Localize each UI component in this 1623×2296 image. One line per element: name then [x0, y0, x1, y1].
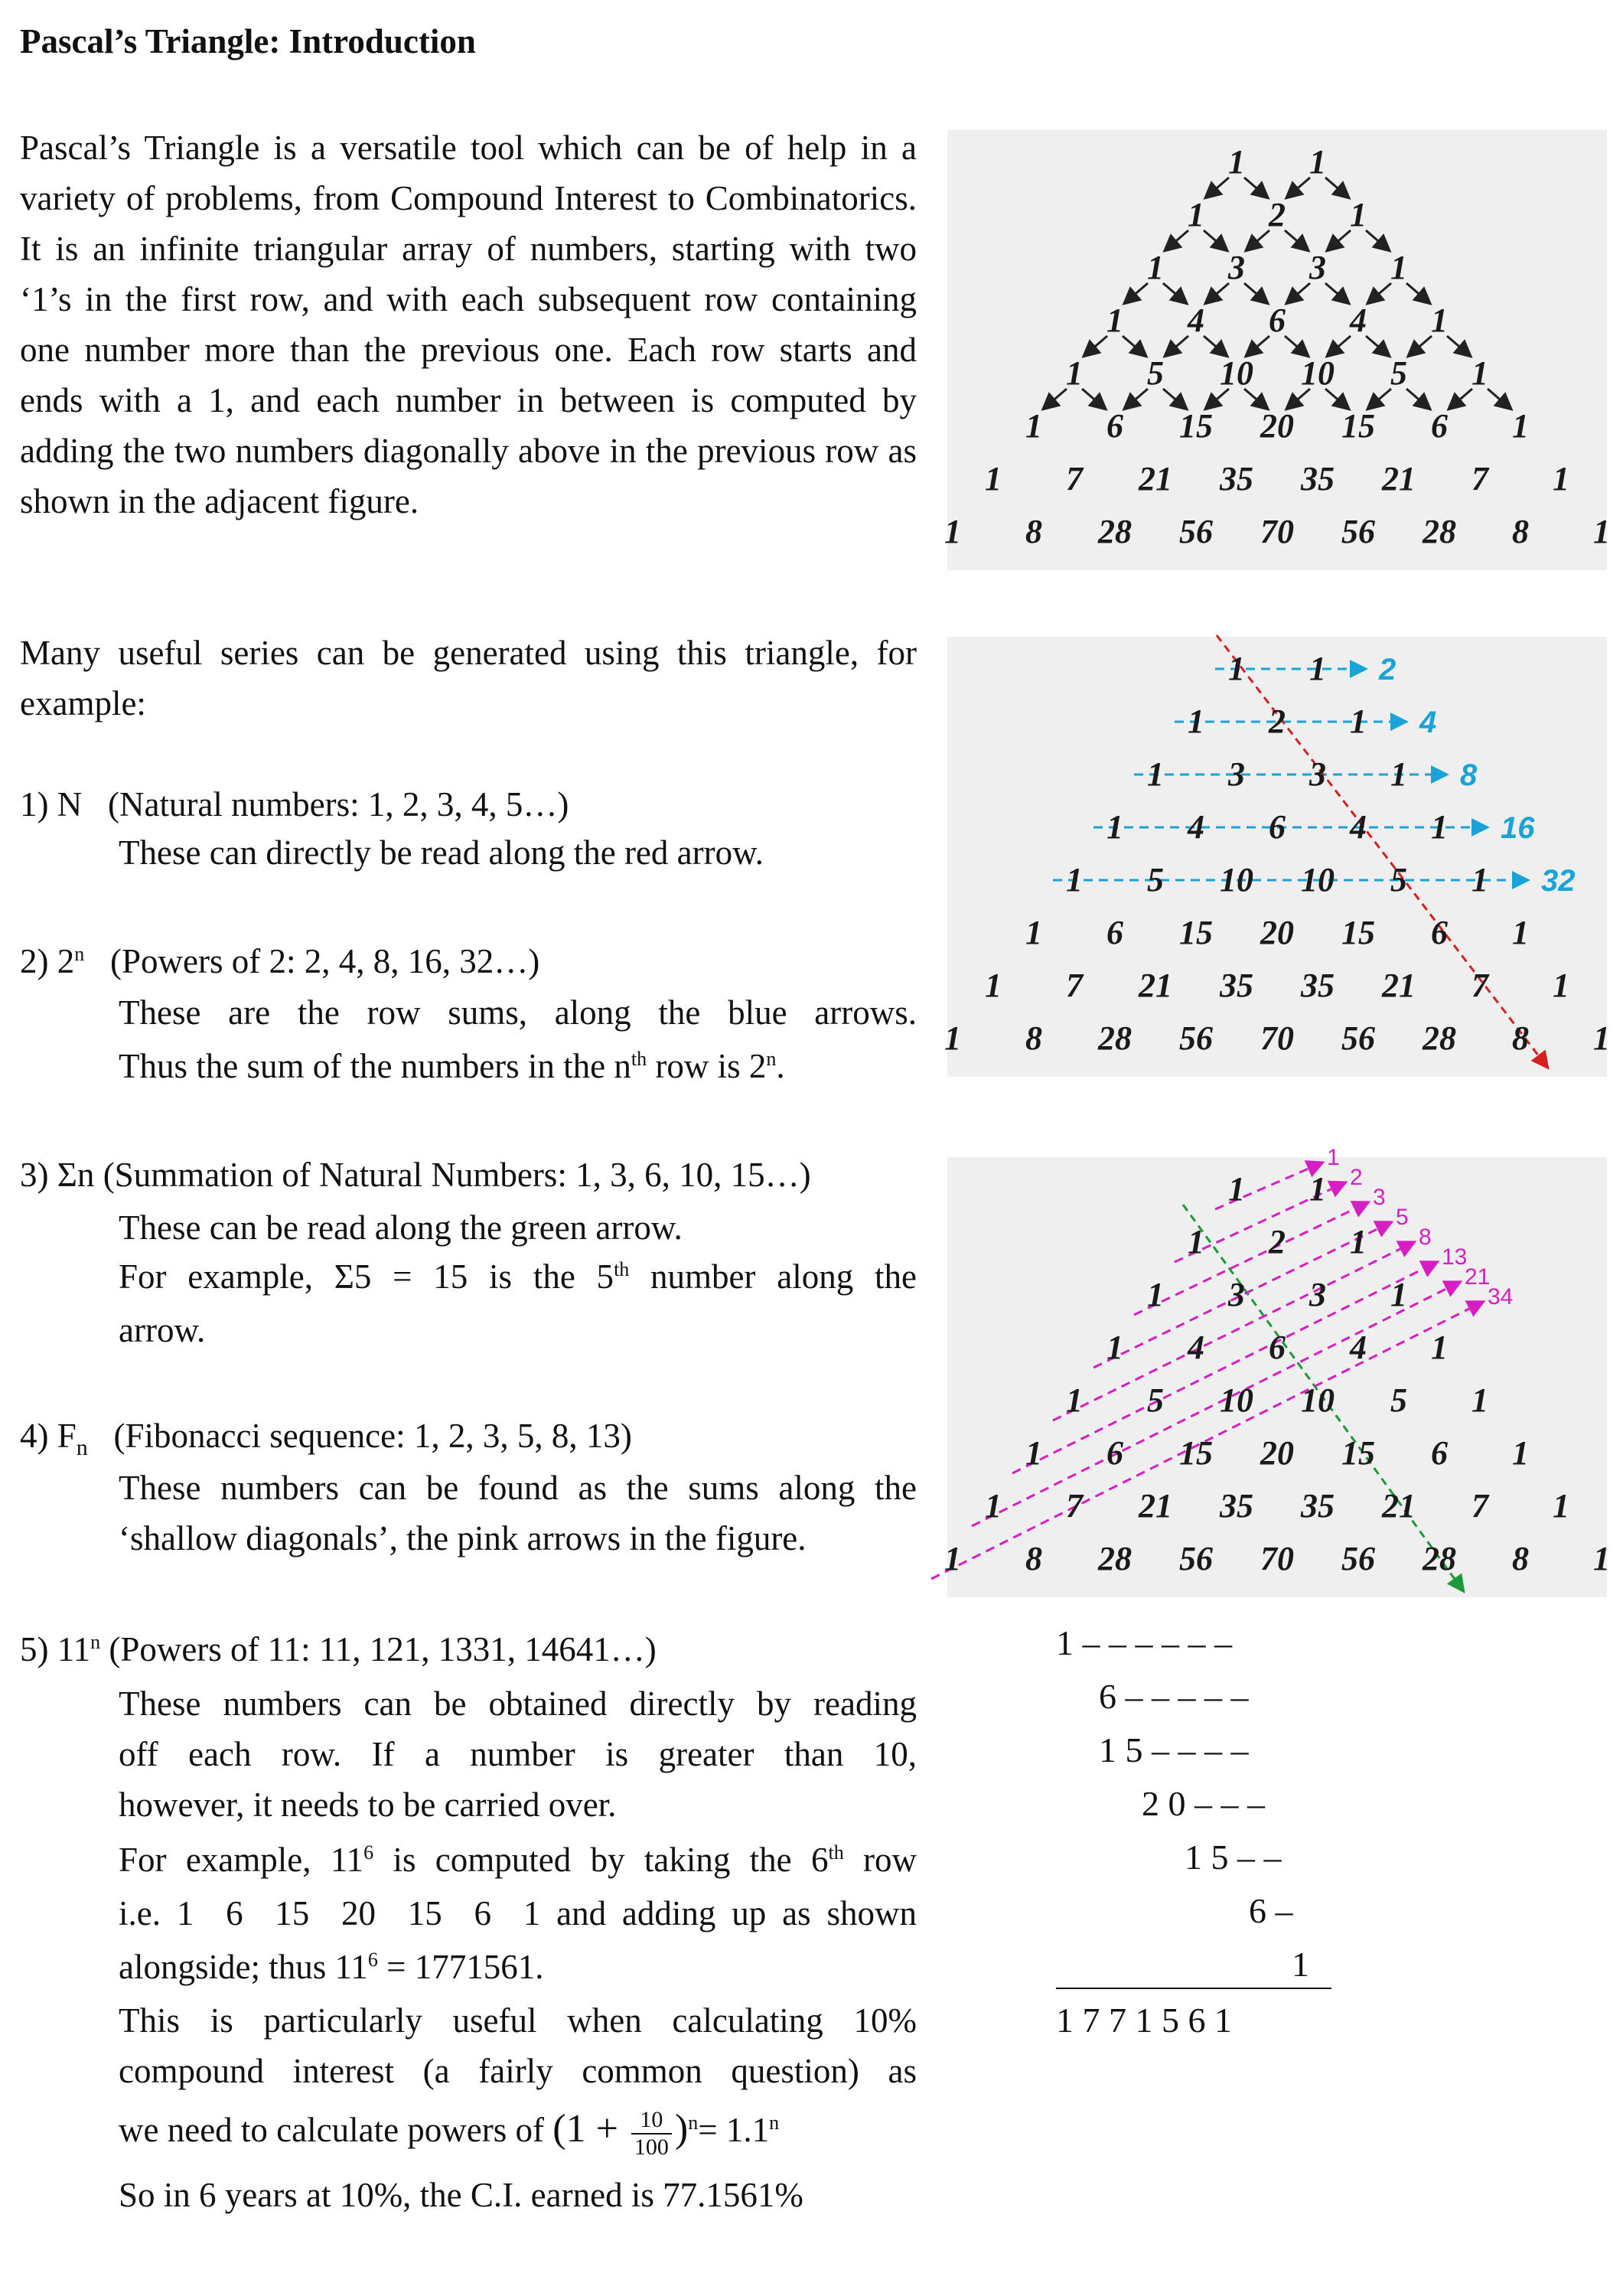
p2-r5-n5: 6 — [1431, 914, 1448, 951]
p1-r7-n5: 56 — [1341, 513, 1375, 550]
row-sum-label: 2 — [1379, 653, 1396, 687]
p1-r7-n2: 28 — [1098, 513, 1132, 550]
p3-r4-n4: 5 — [1390, 1381, 1407, 1419]
p3-r7-n7: 8 — [1512, 1540, 1529, 1577]
p3-r0-n0: 1 — [1228, 1170, 1245, 1208]
addition-line: 6 – — [1249, 1891, 1293, 1930]
p1-r5-n4: 15 — [1341, 407, 1375, 445]
p1-r6-n5: 21 — [1382, 460, 1416, 497]
p1-r5-n3: 20 — [1260, 407, 1294, 445]
item-natural-body: These can directly be read along the red arrow. — [119, 833, 764, 872]
p3-r0-n1: 1 — [1309, 1170, 1326, 1208]
item-powers11-line7: This is particularly useful when calculating 10% — [119, 2001, 917, 2040]
item-natural-heading: 1) N (Natural numbers: 1, 2, 3, 4, 5…) — [20, 785, 569, 823]
arrow-down-left — [1085, 336, 1107, 355]
item-powers11-line3: however, it needs to be carried over. — [119, 1786, 617, 1824]
p1-r7-n8: 1 — [1593, 513, 1610, 550]
p3-r7-n0: 1 — [944, 1540, 961, 1577]
arrow-down-left — [1126, 283, 1148, 302]
p3-r7-n4: 70 — [1260, 1540, 1294, 1577]
row-sum-label: 4 — [1419, 706, 1437, 739]
arrow-down-left — [1166, 230, 1188, 249]
p2-r4-n2: 10 — [1220, 861, 1253, 899]
p2-r3-n2: 6 — [1269, 808, 1286, 846]
item-summation-line2: For example, Σ5 = 15 is the 5th number along the — [119, 1257, 917, 1296]
p2-r0-n1: 1 — [1309, 650, 1326, 687]
addition-line: 6 – – – – – — [1099, 1677, 1249, 1716]
arrow-down-right — [1406, 389, 1429, 408]
p2-r2-n2: 3 — [1309, 755, 1326, 793]
p1-r4-n2: 10 — [1220, 354, 1253, 392]
arrow-down-right — [1082, 389, 1104, 408]
p3-r3-n3: 4 — [1350, 1329, 1367, 1366]
p2-r5-n4: 15 — [1341, 914, 1375, 951]
arrow-down-right — [1366, 336, 1388, 355]
arrow-down-right — [1163, 283, 1185, 302]
p2-r1-n1: 2 — [1269, 703, 1286, 740]
item-powers11-line1: These numbers can be obtained directly by reading — [119, 1684, 917, 1723]
powers-of-11-addition — [1056, 1615, 1377, 2043]
arrow-down-right — [1406, 283, 1429, 302]
p3-r2-n3: 1 — [1390, 1276, 1407, 1313]
p3-r5-n6: 1 — [1512, 1434, 1529, 1472]
arrow-down-left — [1247, 230, 1269, 249]
p2-r5-n3: 20 — [1260, 914, 1294, 951]
p1-r4-n1: 5 — [1147, 354, 1164, 392]
page-title: Pascal’s Triangle: Introduction — [20, 22, 476, 60]
item-powers11-line4: For example, $11^6$ is computed by taking the 6th row — [119, 1841, 917, 1879]
item-powers11-line10: So in 6 years at 10%, the C.I. earned is 77.1561% — [119, 2176, 803, 2214]
p2-r4-n4: 5 — [1390, 861, 1407, 899]
item-powers11-line5: i.e. 1 6 15 20 15 6 1 and adding up as shown — [119, 1894, 917, 1932]
p2-r3-n3: 4 — [1350, 808, 1367, 846]
p3-r3-n2: 6 — [1269, 1329, 1286, 1366]
pink-shallow-diagonal-arrow — [1134, 1203, 1367, 1315]
p3-r6-n6: 7 — [1471, 1487, 1488, 1525]
p2-r7-n2: 28 — [1098, 1019, 1132, 1057]
p1-r3-n0: 1 — [1106, 302, 1123, 339]
p3-r6-n1: 7 — [1066, 1487, 1083, 1525]
p1-r3-n4: 1 — [1431, 302, 1448, 339]
p1-r2-n0: 1 — [1147, 249, 1164, 286]
p1-r6-n0: 1 — [985, 460, 1002, 497]
p2-r2-n3: 1 — [1390, 755, 1407, 793]
arrow-down-right — [1204, 336, 1226, 355]
triangle-figure-basic — [944, 130, 1610, 570]
p2-r3-n4: 1 — [1431, 808, 1448, 846]
p3-r5-n5: 6 — [1431, 1434, 1448, 1472]
p3-r6-n2: 21 — [1139, 1487, 1172, 1525]
p1-r0-n1: 1 — [1309, 143, 1326, 181]
arrow-down-left — [1247, 336, 1269, 355]
p1-r7-n1: 8 — [1025, 513, 1042, 550]
fibonacci-label: 3 — [1373, 1185, 1386, 1210]
item-powers11-line2: off each row. If a number is greater than 10, — [119, 1735, 917, 1773]
triangle-figure-row-sums — [944, 637, 1610, 1077]
p3-r4-n2: 10 — [1220, 1381, 1253, 1419]
series-intro: Many useful series can be generated using this triangle, for example: — [20, 634, 917, 722]
p1-r7-n0: 1 — [944, 513, 961, 550]
p1-r3-n3: 4 — [1350, 302, 1367, 339]
p2-r7-n0: 1 — [944, 1019, 961, 1057]
p1-r5-n2: 15 — [1179, 407, 1213, 445]
p2-r6-n2: 21 — [1139, 967, 1172, 1004]
p1-r1-n0: 1 — [1188, 196, 1204, 233]
arrow-down-right — [1285, 336, 1307, 355]
p3-r1-n0: 1 — [1188, 1223, 1204, 1261]
arrow-down-right — [1325, 178, 1348, 197]
arrow-down-left — [1328, 230, 1351, 249]
p1-r7-n6: 28 — [1423, 513, 1456, 550]
addition-line: 1 5 – – — [1185, 1838, 1282, 1877]
p2-r2-n1: 3 — [1228, 755, 1245, 793]
arrow-down-right — [1488, 389, 1510, 408]
p3-r4-n1: 5 — [1147, 1381, 1164, 1419]
triangle-diagonals-svg — [944, 1145, 1610, 1597]
arrow-down-left — [1207, 283, 1229, 302]
p2-r7-n3: 56 — [1179, 1019, 1213, 1057]
p2-r1-n2: 1 — [1350, 703, 1367, 740]
p3-r5-n3: 20 — [1260, 1434, 1294, 1472]
arrow-down-right — [1244, 178, 1266, 197]
p2-r7-n8: 1 — [1593, 1019, 1610, 1057]
item-summation-heading: 3) Σn (Summation of Natural Numbers: 1, 3, 6, 10, 15…) — [20, 1156, 811, 1194]
p2-r4-n0: 1 — [1066, 861, 1083, 899]
arrow-down-right — [1366, 230, 1388, 249]
fibonacci-label: 1 — [1327, 1145, 1340, 1170]
p2-r6-n1: 7 — [1066, 967, 1083, 1004]
arrow-down-right — [1204, 230, 1226, 249]
p3-r4-n5: 1 — [1471, 1381, 1488, 1419]
p1-r1-n1: 2 — [1269, 196, 1286, 233]
p1-r4-n0: 1 — [1066, 354, 1083, 392]
p2-r1-n0: 1 — [1188, 703, 1204, 740]
item-powers2-line1: These are the row sums, along the blue arrows. — [119, 993, 917, 1032]
triangle-basic-svg — [944, 130, 1610, 570]
p2-r3-n1: 4 — [1188, 808, 1204, 846]
p2-r6-n7: 1 — [1553, 967, 1569, 1004]
p2-r4-n1: 5 — [1147, 861, 1164, 899]
p3-r5-n0: 1 — [1025, 1434, 1042, 1472]
p3-r7-n5: 56 — [1341, 1540, 1375, 1577]
p2-r7-n7: 8 — [1512, 1019, 1529, 1057]
item-powers2-line2: Thus the sum of the numbers in the $n^{th}$ row is 2$^n$. — [119, 1047, 785, 1085]
p1-r5-n6: 1 — [1512, 407, 1529, 445]
p3-r7-n6: 28 — [1423, 1540, 1456, 1577]
row-sum-label: 8 — [1460, 758, 1478, 792]
p2-r2-n0: 1 — [1147, 755, 1164, 793]
item-powers11-line8: compound interest (a fairly common question) as — [119, 2052, 917, 2090]
arrow-down-left — [1410, 336, 1432, 355]
item-summation-line3: arrow. — [119, 1311, 206, 1349]
p1-r2-n2: 3 — [1309, 249, 1326, 286]
p1-r6-n3: 35 — [1220, 460, 1253, 497]
p1-r7-n3: 56 — [1179, 513, 1213, 550]
p2-r5-n2: 15 — [1179, 914, 1213, 951]
arrow-down-right — [1163, 389, 1185, 408]
p3-r1-n2: 1 — [1350, 1223, 1367, 1261]
item-powers11-line6: alongside; thus $11^6 = 1771561$. — [119, 1948, 544, 1986]
p3-r3-n1: 4 — [1188, 1329, 1204, 1366]
arrow-down-left — [1207, 178, 1229, 197]
p1-r6-n7: 1 — [1553, 460, 1569, 497]
p2-r6-n3: 35 — [1220, 967, 1253, 1004]
p1-r3-n1: 4 — [1188, 302, 1204, 339]
p3-r5-n1: 6 — [1106, 1434, 1123, 1472]
p2-r6-n6: 7 — [1471, 967, 1488, 1004]
fibonacci-label: 2 — [1350, 1165, 1363, 1190]
p3-r7-n2: 28 — [1098, 1540, 1132, 1577]
p3-r7-n8: 1 — [1593, 1540, 1610, 1577]
p3-r2-n1: 3 — [1228, 1276, 1245, 1313]
p1-r6-n2: 21 — [1139, 460, 1172, 497]
p2-r5-n0: 1 — [1025, 914, 1042, 951]
arrow-down-right — [1285, 230, 1307, 249]
fibonacci-label: 21 — [1465, 1264, 1491, 1290]
p1-r7-n7: 8 — [1512, 513, 1529, 550]
p3-r2-n2: 3 — [1309, 1276, 1326, 1313]
p2-r0-n0: 1 — [1228, 650, 1245, 687]
p3-r6-n4: 35 — [1301, 1487, 1335, 1525]
p3-r6-n3: 35 — [1220, 1487, 1253, 1525]
p1-r3-n2: 6 — [1269, 302, 1286, 339]
p2-r5-n6: 1 — [1512, 914, 1529, 951]
p2-r4-n5: 1 — [1471, 861, 1488, 899]
p3-r4-n0: 1 — [1066, 1381, 1083, 1419]
item-powers11-line9: we need to calculate powers of (1 + $\frac{10}{100}$ )$^n= 1.1^n$ — [119, 2106, 780, 2160]
arrow-down-right — [1244, 283, 1266, 302]
fibonacci-label: 5 — [1396, 1205, 1409, 1230]
item-fibonacci-line2: ‘shallow diagonals’, the pink arrows in the figure. — [119, 1519, 807, 1557]
p1-r1-n2: 1 — [1350, 196, 1367, 233]
p1-r5-n5: 6 — [1431, 407, 1448, 445]
p3-r3-n0: 1 — [1106, 1329, 1123, 1366]
p3-r6-n0: 1 — [985, 1487, 1002, 1525]
p3-r6-n5: 21 — [1382, 1487, 1416, 1525]
row-sum-label: 16 — [1501, 811, 1535, 845]
arrow-down-left — [1288, 178, 1310, 197]
arrow-down-left — [1166, 336, 1188, 355]
fibonacci-label: 13 — [1442, 1244, 1468, 1270]
p1-r6-n1: 7 — [1066, 460, 1083, 497]
arrow-down-right — [1325, 283, 1348, 302]
p1-r5-n1: 6 — [1106, 407, 1123, 445]
p1-r4-n3: 10 — [1301, 354, 1335, 392]
triangle-rowsums-svg — [944, 637, 1610, 1077]
p1-r0-n0: 1 — [1228, 143, 1245, 181]
p3-r1-n1: 2 — [1269, 1223, 1286, 1261]
p3-r3-n4: 1 — [1431, 1329, 1448, 1366]
p3-r2-n0: 1 — [1147, 1276, 1164, 1313]
arrow-down-right — [1447, 336, 1469, 355]
p1-r6-n4: 35 — [1301, 460, 1335, 497]
p2-r5-n1: 6 — [1106, 914, 1123, 951]
p1-r7-n4: 70 — [1260, 513, 1294, 550]
p2-r7-n6: 28 — [1423, 1019, 1456, 1057]
fibonacci-label: 34 — [1488, 1284, 1514, 1309]
addition-line: 1 5 – – – – — [1099, 1730, 1249, 1769]
p1-r2-n3: 1 — [1390, 249, 1407, 286]
addition-line: 1 – – – – – – — [1056, 1623, 1232, 1662]
p3-r7-n1: 8 — [1025, 1540, 1042, 1577]
fraction: $\frac{10}{100}$ — [631, 2107, 672, 2161]
arrow-down-left — [1045, 389, 1067, 408]
triangle-figure-diagonals — [944, 1145, 1610, 1597]
addition-result: 1 7 7 1 5 6 1 — [1056, 2001, 1232, 2040]
item-powers2-heading: 2) 2$^n$ (Powers of 2: 2, 4, 8, 16, 32…) — [20, 942, 540, 980]
arrow-down-left — [1126, 389, 1148, 408]
arrow-down-left — [1369, 283, 1391, 302]
p1-r6-n6: 7 — [1471, 460, 1488, 497]
row-sum-label: 32 — [1541, 864, 1576, 898]
p3-r7-n3: 56 — [1179, 1540, 1213, 1577]
p1-r4-n4: 5 — [1390, 354, 1407, 392]
item-powers11-heading: 5) 11$^n$ (Powers of 11: 11, 121, 1331, 14641…) — [20, 1630, 657, 1668]
addition-line: 2 0 – – – — [1142, 1784, 1265, 1823]
p2-r4-n3: 10 — [1301, 861, 1335, 899]
p2-r6-n5: 21 — [1382, 967, 1416, 1004]
p1-r5-n0: 1 — [1025, 407, 1042, 445]
arrow-down-left — [1288, 283, 1310, 302]
p2-r7-n4: 70 — [1260, 1019, 1294, 1057]
arrow-down-right — [1123, 336, 1145, 355]
item-summation-line1: These can be read along the green arrow. — [119, 1208, 683, 1247]
p2-r6-n4: 35 — [1301, 967, 1335, 1004]
p1-r4-n5: 1 — [1471, 354, 1488, 392]
p3-r5-n4: 15 — [1341, 1434, 1375, 1472]
arrow-down-left — [1450, 389, 1472, 408]
intro-paragraph: Pascal’s Triangle is a versatile tool which can be of help in a variety of problems, from Compound Interest to Combinatorics. It is an infinite triangular array of numbers, starting with two ‘1’s in the first row, and with each subsequent row containing one number more than the previous one. Each row starts and ends with a 1, and each number in between is computed by adding the two numbers diagonally above in the previous row as shown in the adjacent figure. — [20, 129, 917, 520]
p3-r4-n3: 10 — [1301, 1381, 1335, 1419]
item-fibonacci-heading: 4) $F_n$ (Fibonacci sequence: 1, 2, 3, 5, 8, 13) — [20, 1417, 632, 1460]
arrow-down-left — [1369, 389, 1391, 408]
p3-r5-n2: 15 — [1179, 1434, 1213, 1472]
p2-r7-n1: 8 — [1025, 1019, 1042, 1057]
addition-line: 1 — [1292, 1945, 1309, 1984]
p2-r6-n0: 1 — [985, 967, 1002, 1004]
p2-r7-n5: 56 — [1341, 1019, 1375, 1057]
p3-r6-n7: 1 — [1553, 1487, 1569, 1525]
arrow-down-left — [1328, 336, 1351, 355]
fibonacci-label: 8 — [1419, 1225, 1432, 1250]
p1-r2-n1: 3 — [1228, 249, 1245, 286]
item-fibonacci-line1: These numbers can be found as the sums along the — [119, 1469, 917, 1507]
p2-r3-n0: 1 — [1106, 808, 1123, 846]
